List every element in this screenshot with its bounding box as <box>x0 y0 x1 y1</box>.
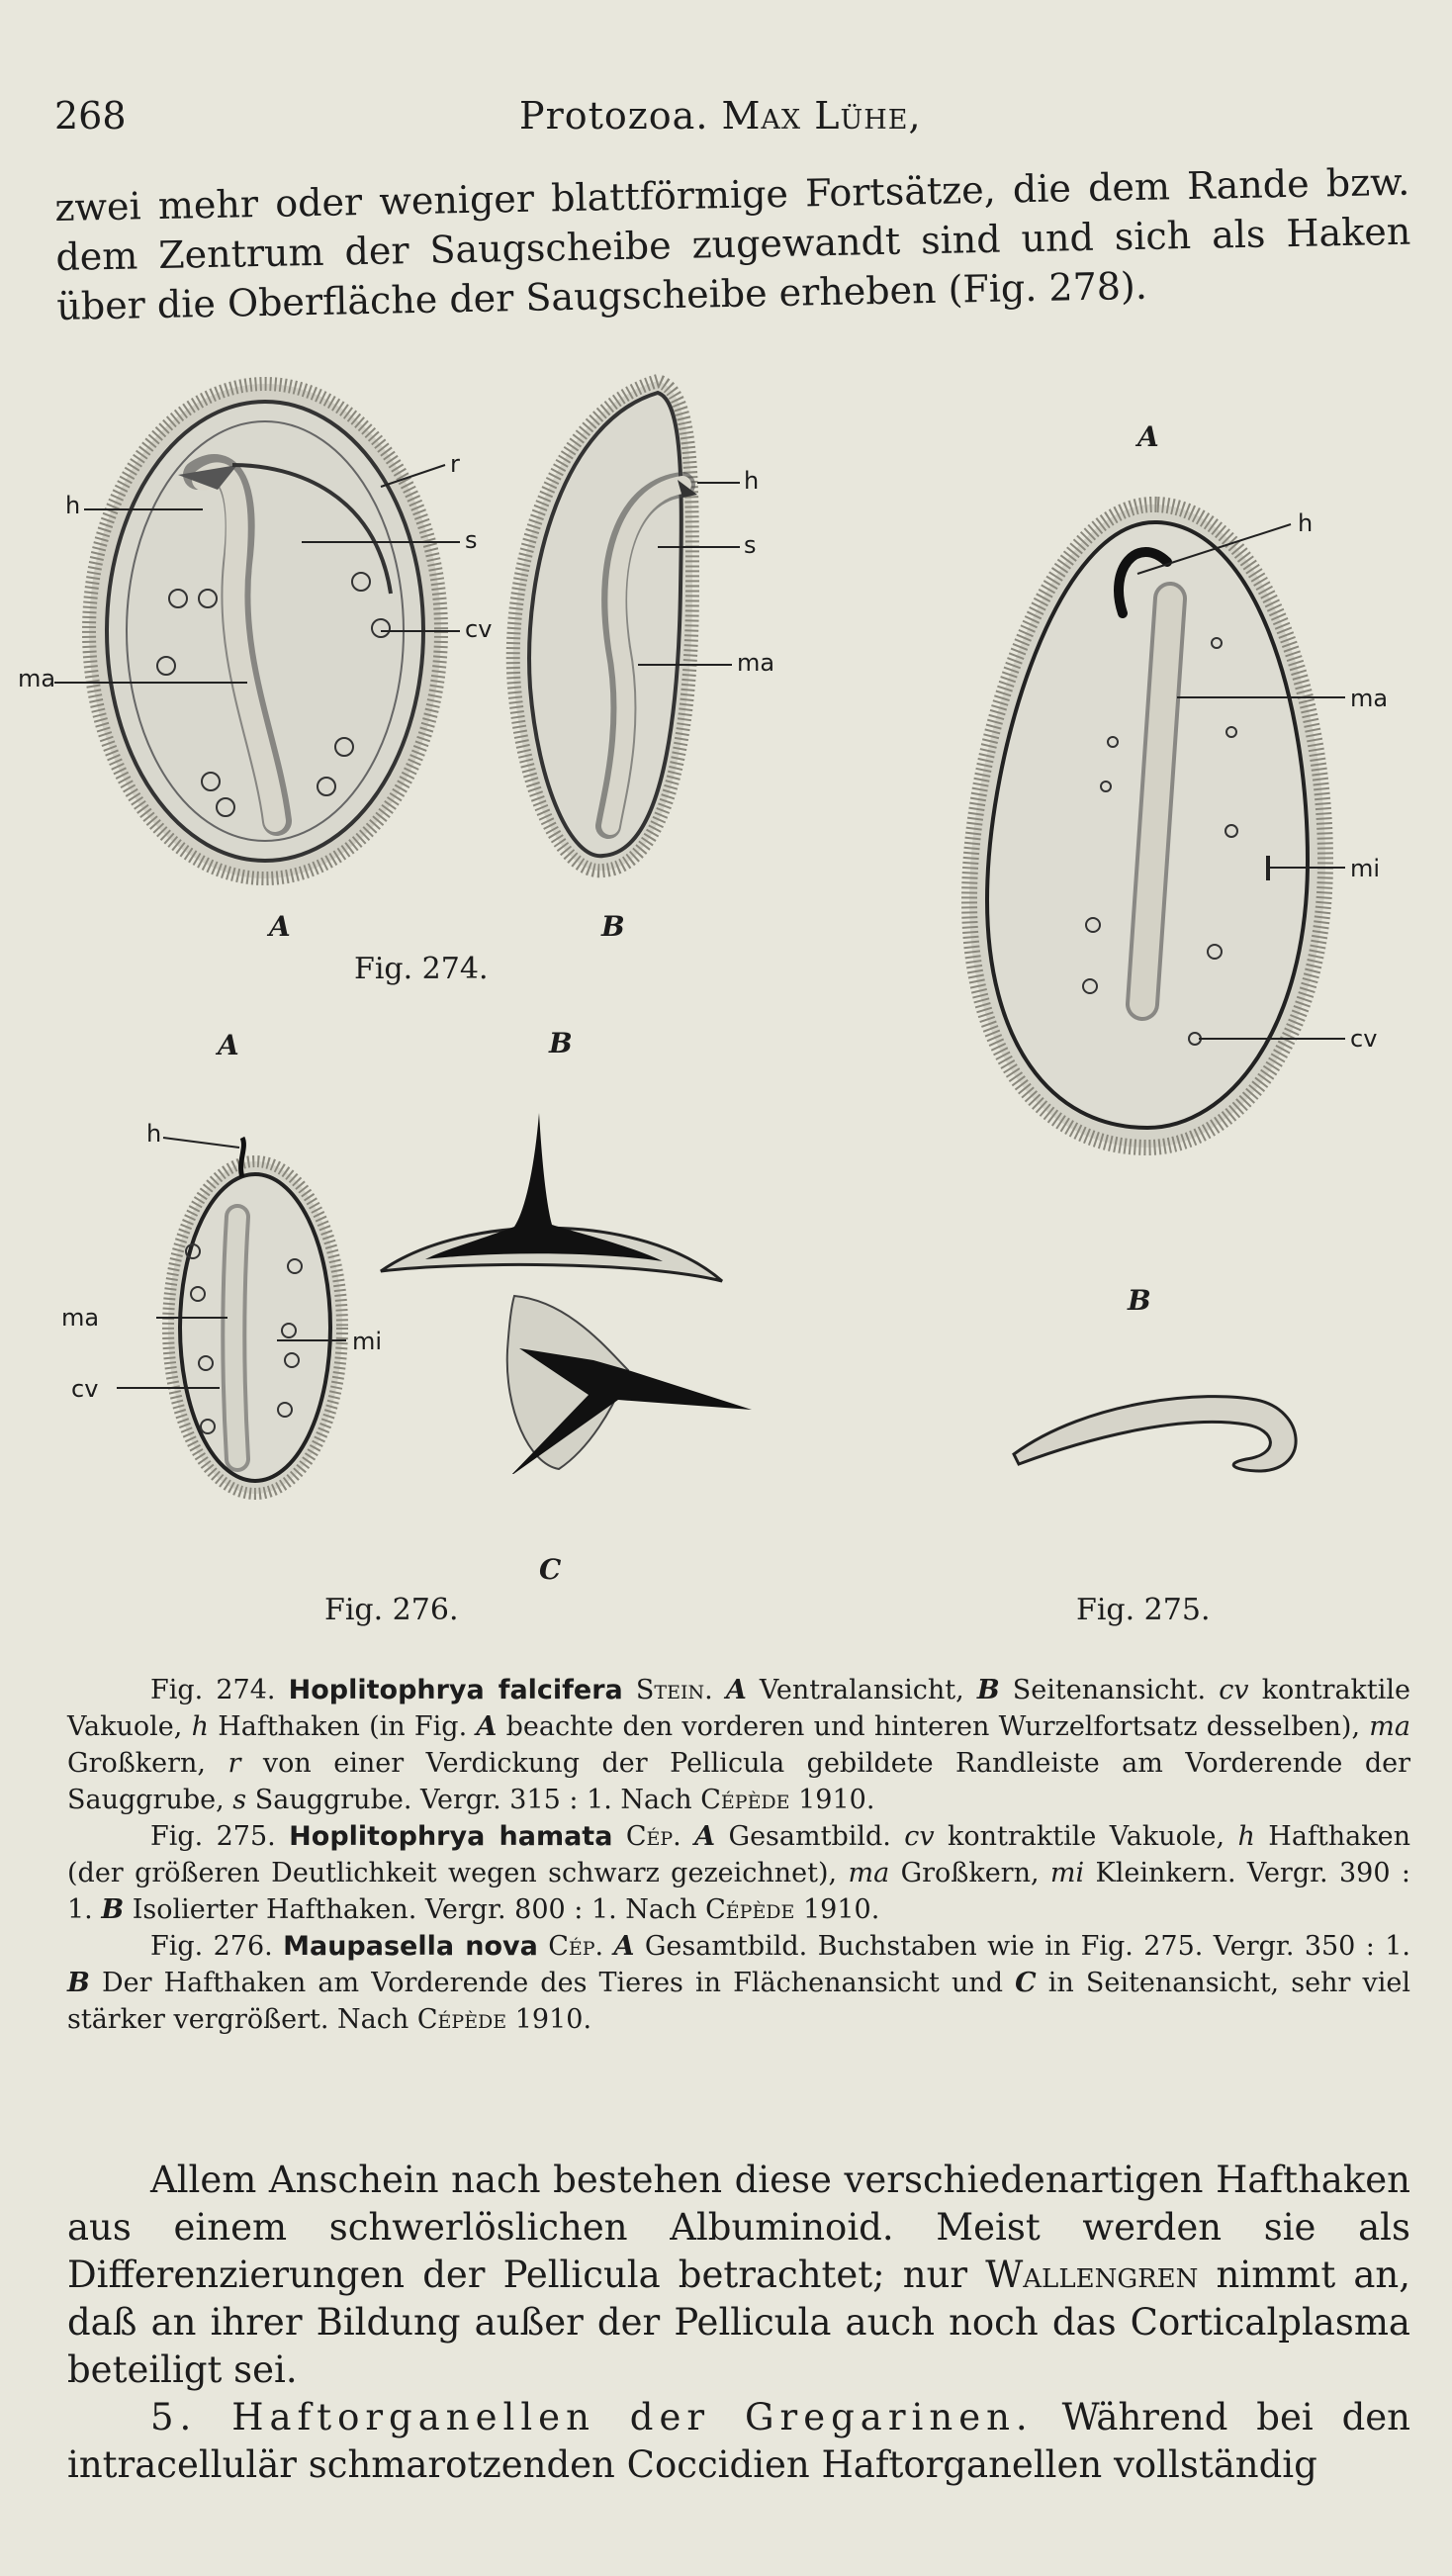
para1-name: Wallengren <box>985 2254 1199 2296</box>
caption276-source: Cépède 1910. <box>416 2004 592 2035</box>
running-title <box>519 94 922 138</box>
abbr-r: r <box>227 1748 241 1779</box>
fig274a-label-cv: cv <box>465 615 493 643</box>
caption275-text4: Großkern, <box>889 1858 1050 1888</box>
caption274-text7: von einer Verdickung der Pellicula gebildete Randleiste am Vorderende der Sauggrube, <box>67 1748 1410 1815</box>
caption274-text5: beachte den vorderen und hinteren Wurzelfortsatz desselben), <box>497 1711 1370 1742</box>
caption274-text3: kontraktile Vakuole, <box>67 1675 1411 1742</box>
abbr-h: h <box>191 1711 209 1742</box>
abbr-cv: cv <box>904 1821 935 1852</box>
fig274b-label-ma: ma <box>737 649 775 677</box>
caption276-species: Maupasella nova <box>283 1931 538 1962</box>
body-paragraph-2 <box>67 2394 1410 2489</box>
caption-fig275 <box>67 1818 1410 1928</box>
fig-275-a-illustration <box>940 485 1424 1157</box>
caption275-text2: kontraktile Vakuole, <box>934 1821 1238 1852</box>
running-header <box>54 94 1412 153</box>
body-paragraph-2-text <box>67 2394 1410 2489</box>
fig275a-label-cv: cv <box>1350 1025 1378 1053</box>
fig274a-label-ma: ma <box>18 665 56 692</box>
fig276-panel-a: A <box>218 1029 239 1061</box>
caption276-fig: Fig. 276. <box>150 1931 273 1962</box>
abbr-C: C <box>1015 1968 1037 1998</box>
fig276a-label-ma: ma <box>61 1304 100 1332</box>
figure-captions <box>67 1672 1410 2038</box>
caption276-authority: Cép. <box>548 1931 604 1962</box>
body-paragraph-1 <box>67 2157 1410 2394</box>
fig274a-label-s: s <box>465 526 478 554</box>
abbr-B: B <box>976 1675 1000 1705</box>
fig274-panel-b: B <box>601 910 625 943</box>
caption275-text6: Isolierter Hafthaken. Vergr. 800 : 1. Nach <box>124 1894 706 1925</box>
abbr-A: A <box>694 1821 716 1852</box>
fig275a-label-mi: mi <box>1350 855 1381 882</box>
caption274-species: Hoplitophrya falcifera <box>288 1675 623 1705</box>
caption-fig276 <box>67 1928 1410 2038</box>
para2-text: Während bei den intracellulär schmarotzenden Coccidien Haftorganellen vollständig <box>67 2396 1410 2486</box>
caption276-text2: Der Hafthaken am Vorderende des Tieres in Flächenansicht und <box>89 1968 1016 1998</box>
caption275-species: Hoplitophrya hamata <box>289 1821 613 1852</box>
fig275a-label-ma: ma <box>1350 685 1389 712</box>
caption274-text1: Ventralansicht, <box>746 1675 977 1705</box>
intro-text: zwei mehr oder weniger blattförmige Fortsätze, die dem Rande bzw. dem Zentrum der Saugscheibe zugewandt sind und sich als Haken über die Oberfläche der Saugscheibe erheben (Fig. 278). <box>54 159 1411 328</box>
abbr-A: A <box>725 1675 747 1705</box>
abbr-B: B <box>101 1894 125 1925</box>
caption275-text1: Gesamtbild. <box>715 1821 905 1852</box>
fig275-panel-b: B <box>1128 1284 1151 1317</box>
caption-fig274 <box>67 1672 1410 1818</box>
fig276a-label-cv: cv <box>71 1375 99 1403</box>
page-number: 268 <box>54 94 127 138</box>
abbr-A: A <box>476 1711 498 1742</box>
caption276-text1: Gesamtbild. Buchstaben wie in Fig. 275. Vergr. 350 : 1. <box>634 1931 1410 1962</box>
abbr-s: s <box>232 1785 247 1815</box>
fig-274-b-illustration <box>495 371 821 885</box>
abbr-B: B <box>67 1968 90 1998</box>
fig275-caption: Fig. 275. <box>1076 1593 1211 1627</box>
fig275a-label-h: h <box>1298 509 1314 537</box>
intro-paragraph <box>54 157 1412 331</box>
abbr-ma: ma <box>1369 1711 1410 1742</box>
fig-276-c-hook <box>499 1291 767 1474</box>
running-title-text: Protozoa. <box>519 94 709 138</box>
para1-text-a: Allem Anschein nach bestehen diese verschiedenartigen Hafthaken aus einem schwerlöslichen Albuminoid. Meist werden sie als Differenzierungen der Pellicula betrachtet; nur <box>67 2159 1410 2296</box>
caption274-text6: Großkern, <box>67 1748 228 1779</box>
caption275-source: Cépède 1910. <box>705 1894 880 1925</box>
caption275-fig: Fig. 275. <box>150 1821 276 1852</box>
para1-text-b: nimmt an, daß an ihrer Bildung außer der Pellicula auch noch das Corticalplasma beteiligt sei. <box>67 2254 1411 2391</box>
abbr-ma: ma <box>848 1858 890 1888</box>
caption274-source: Cépède 1910. <box>700 1785 875 1815</box>
fig276a-label-h: h <box>146 1120 162 1148</box>
fig275-panel-a: A <box>1137 420 1159 453</box>
caption274-text2: Seitenansicht. <box>999 1675 1220 1705</box>
caption274-text4: Hafthaken (in Fig. <box>208 1711 477 1742</box>
fig276-panel-c: C <box>539 1553 562 1586</box>
abbr-cv: cv <box>1219 1675 1249 1705</box>
caption275-text5: Kleinkern. Vergr. 390 : 1. <box>67 1858 1411 1925</box>
caption274-fig: Fig. 274. <box>150 1675 276 1705</box>
caption275-authority: Cép. <box>625 1821 681 1852</box>
caption274-text8: Sauggrube. Vergr. 315 : 1. Nach <box>246 1785 701 1815</box>
caption274-authority: Stein. <box>635 1675 713 1705</box>
fig274b-label-s: s <box>744 531 757 559</box>
abbr-h: h <box>1237 1821 1255 1852</box>
fig274-caption: Fig. 274. <box>354 952 489 986</box>
fig274b-label-h: h <box>744 467 760 495</box>
fig274a-label-r: r <box>450 450 460 478</box>
caption275-text3: Hafthaken (der größeren Deutlichkeit wegen schwarz gezeichnet), <box>67 1821 1410 1888</box>
abbr-A: A <box>613 1931 635 1962</box>
fig274-panel-a: A <box>269 910 291 943</box>
fig274a-label-h: h <box>65 492 81 519</box>
running-author: Max Lühe, <box>721 94 922 138</box>
fig276-caption: Fig. 276. <box>324 1593 459 1627</box>
abbr-mi: mi <box>1049 1858 1085 1888</box>
body-paragraph-1-text <box>67 2157 1410 2394</box>
fig-276-b-hook <box>376 1103 732 1286</box>
fig276a-label-mi: mi <box>352 1328 383 1355</box>
fig276-panel-b: B <box>549 1027 573 1059</box>
caption276-text3: in Seitenansicht, sehr viel stärker vergrößert. Nach <box>67 1968 1410 2035</box>
fig-275-b-hook <box>1009 1360 1325 1489</box>
section-heading: 5. Haftorganellen der Gregarinen. <box>150 2396 1034 2438</box>
